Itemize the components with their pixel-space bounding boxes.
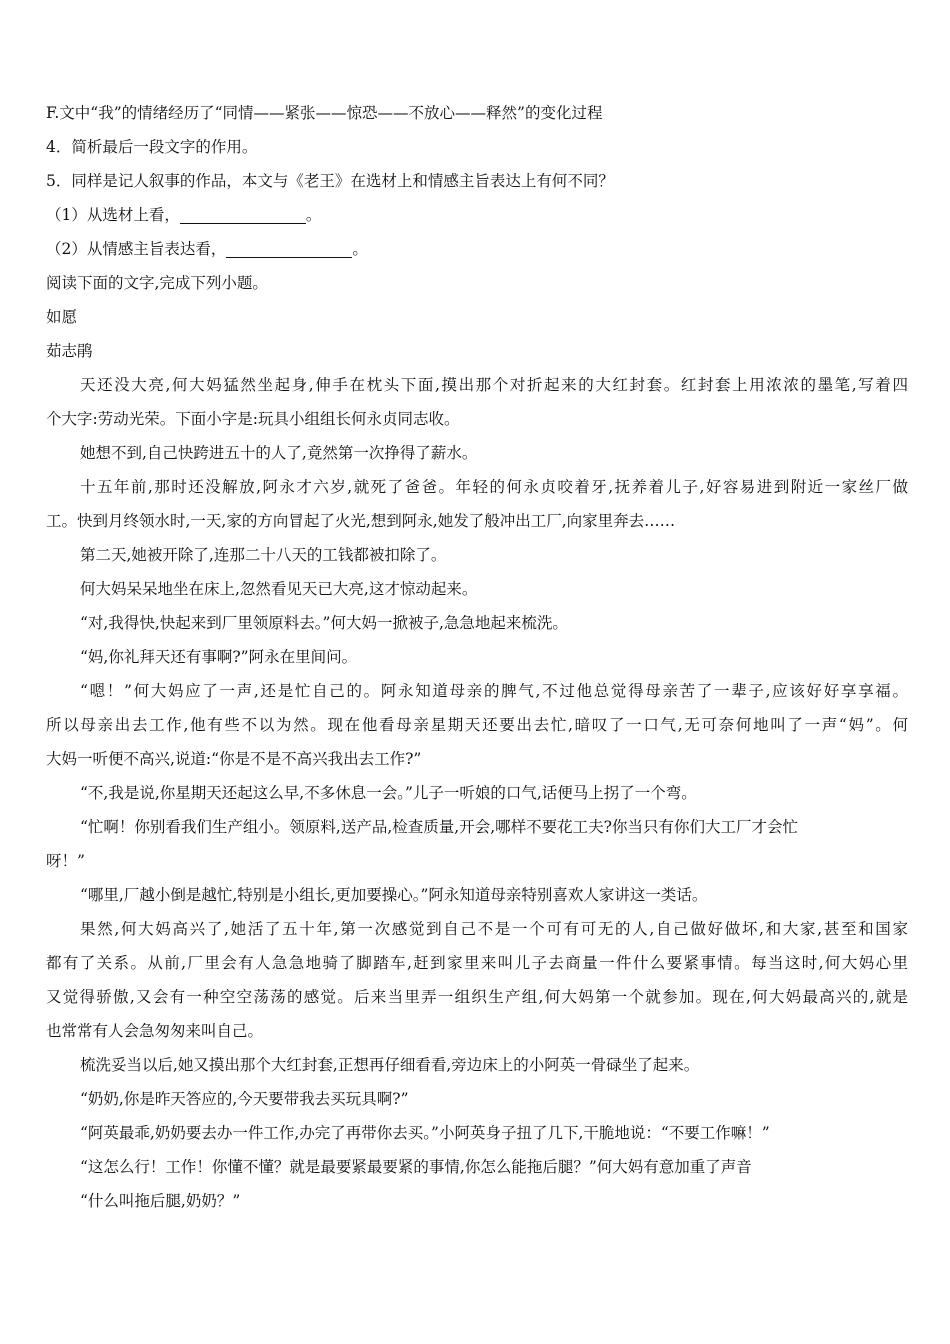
question-5-part-1 <box>46 198 908 232</box>
article-line: “奶奶,你是昨天答应的,今天要带我去买玩具啊?” <box>80 1090 409 1108</box>
article-line: “嗯！”何大妈应了一声,还是忙自己的。阿永知道母亲的脾气,不过他总觉得母亲苦了一辈子,应该好好享享福。 <box>80 682 908 700</box>
question-5-part-1-prefix: （1）从选材上看， <box>46 206 180 224</box>
question-5: 5．同样是记人叙事的作品，本文与《老王》在选材上和情感主旨表达上有何不同？ <box>46 172 614 190</box>
article-line: 工。快到月终领水时,一天,家的方向冒起了火光,想到阿永,她发了般冲出工厂,向家里奔去…… <box>46 512 676 530</box>
question-5-part-2-suffix: 。 <box>352 240 368 258</box>
article-line: 呀！” <box>46 852 85 870</box>
article-line: 天还没大亮,何大妈猛然坐起身,伸手在枕头下面,摸出那个对折起来的大红封套。红封套上用浓浓的墨笔,写着四 <box>80 376 908 394</box>
article-line: 也常常有人会急匆匆来叫自己。 <box>46 1022 264 1040</box>
article-line: 所以母亲出去工作,他有些不以为然。现在他看母亲星期天还要出去忙,暗叹了一口气,无可奈何地叫了一声“妈”。何 <box>46 716 908 734</box>
article-line: 果然,何大妈高兴了,她活了五十年,第一次感觉到自己不是一个可有可无的人,自己做好做坏,和大家,甚至和国家 <box>80 920 908 938</box>
question-5-part-2 <box>46 232 908 266</box>
article-line: 梳洗妥当以后,她又摸出那个大红封套,正想再仔细看看,旁边床上的小阿英一骨碌坐了起来。 <box>80 1056 700 1074</box>
article-line: 大妈一听便不高兴,说道:“你是不是不高兴我出去工作?” <box>46 750 422 768</box>
article-title: 如愿 <box>46 308 78 326</box>
article-line: 十五年前,那时还没解放,阿永才六岁,就死了爸爸。年轻的何永贞咬着牙,抚养着儿子,好容易进到附近一家丝厂做 <box>80 478 908 496</box>
article-line: 她想不到,自己快跨进五十的人了,竟然第一次挣得了薪水。 <box>80 444 478 462</box>
article-body <box>46 368 908 1218</box>
article-line: “妈,你礼拜天还有事啊?”阿永在里间问。 <box>80 648 358 666</box>
reading-instruction: 阅读下面的文字,完成下列小题。 <box>46 274 268 292</box>
article-line: 都有了关系。从前,厂里会有人急急地骑了脚踏车,赶到家里来叫儿子去商量一件什么要紧事情。每当这时,何大妈心里 <box>46 954 908 972</box>
article-line: 第二天,她被开除了,连那二十八天的工钱都被扣除了。 <box>80 546 447 564</box>
question-5-part-1-suffix: 。 <box>305 206 322 224</box>
article-line: “不,我是说,你星期天还起这么早,不多休息一会。”儿子一听娘的口气,话便马上拐了一个弯。 <box>80 784 697 802</box>
article-line: “对,我得快,快起来到厂里领原料去。”何大妈一掀被子,急急地起来梳洗。 <box>80 614 568 632</box>
article-line: “忙啊！你别看我们生产组小。领原料,送产品,检查质量,开会,哪样不要花工夫?你当只有你们大工厂才会忙 <box>80 818 798 836</box>
question-4: 4．简析最后一段文字的作用。 <box>46 138 258 156</box>
question-option-f: F.文中“我”的情绪经历了“同情——紧张——惊恐——不放心——释然”的变化过程 <box>46 104 603 122</box>
article-line: 何大妈呆呆地坐在床上,忽然看见天已大亮,这才惊动起来。 <box>80 580 478 598</box>
article-line: 又觉得骄傲,又会有一种空空荡荡的感觉。后来当里弄一组织生产组,何大妈第一个就参加。现在,何大妈最高兴的,就是 <box>46 988 908 1006</box>
answer-blank-2[interactable] <box>226 239 352 258</box>
question-5-part-2-prefix: （2）从情感主旨表达看， <box>46 240 227 258</box>
article-line: “什么叫拖后腿,奶奶？” <box>80 1192 241 1210</box>
article-line: “哪里,厂越小倒是越忙,特别是小组长,更加要操心。”阿永知道母亲特别喜欢人家讲这一类话。 <box>80 886 708 904</box>
article-line: 个大字:劳动光荣。下面小字是:玩具小组组长何永贞同志收。 <box>46 410 460 428</box>
article-line: “这怎么行！工作！你懂不懂？就是最要紧最要紧的事情,你怎么能拖后腿？”何大妈有意加重了声音 <box>80 1158 752 1176</box>
article-author: 茹志鹃 <box>46 342 93 360</box>
answer-blank-1[interactable] <box>180 205 306 224</box>
article-line: “阿英最乖,奶奶要去办一件工作,办完了再带你去买。”小阿英身子扭了几下,干脆地说：“不要工作嘛！” <box>80 1124 770 1142</box>
